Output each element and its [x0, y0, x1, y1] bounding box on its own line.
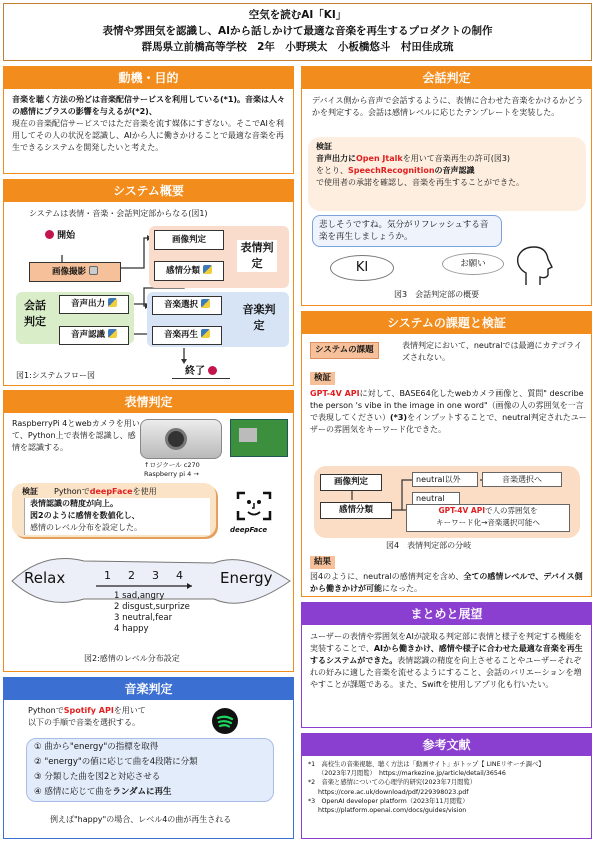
section-summary	[301, 602, 592, 728]
webcam-lens	[165, 428, 187, 450]
issues-v1b: に対して、BASE64化したwebカメラ画像と、質問" describe the person 's vibe in the image in one word"（画像の人の雰囲気を一言で表現してください）	[310, 389, 584, 422]
ref-1-url: （2023年7月閲覧） https://markezine.jp/article/detail/36546	[318, 770, 506, 778]
flow-emotion-label: 感情分類	[165, 266, 200, 276]
section-title: システム概要	[4, 180, 293, 202]
ref-2-title: *2 音楽と感情についての心理学的研究(2023年7月閲覧）	[308, 779, 477, 787]
fig4-neutral: neutral	[412, 492, 460, 506]
level-1: 1	[104, 569, 111, 582]
music-p1c: を用いて	[113, 706, 146, 715]
conversation-verify-line-2	[316, 165, 582, 177]
summary-text3: 表情認識の精度を向上させることやユーザーそれぞれの好みに適した音楽を流せるようにすること、会話のバリエーションを増やすことが課題である。また、Swiftを使用しアプリ化も行いたい。	[310, 656, 582, 689]
figure1-caption: 図1:システムフロー図	[16, 371, 95, 380]
section-conversation	[301, 66, 592, 306]
face-verify-line-4: 感情のレベル分布を設定した。	[30, 523, 142, 532]
figure2-caption: 図2:感情のレベル分布設定	[84, 654, 180, 663]
music-intro-2: 以下の手順で音楽を選択する。	[28, 718, 140, 727]
conv-group-label: 会話判定	[24, 299, 46, 328]
camera-caption-1: ↑ロジクール c270	[144, 461, 200, 469]
issues-r3: になった。	[382, 584, 422, 593]
fig4-emotion: 感情分類	[320, 502, 392, 519]
ref-2-url: https://core.ac.uk/download/pdf/229398023.pdf	[318, 788, 469, 796]
figure4-arrows	[302, 312, 593, 598]
flow-speech-out-label: 音声出力	[70, 299, 105, 309]
conversation-verify-label: 検証	[316, 142, 332, 151]
face-verify-line-3: 図2のように感情を数値化し、	[30, 511, 140, 520]
conversation-verify-line-1	[316, 153, 582, 165]
face-v1a: Pythonで	[54, 487, 90, 496]
issues-v1d: をインプットすることで、neutral判定されたユーザーの雰囲気をキーワード化できた。	[310, 413, 587, 434]
ref-1-title: *1 高校生の音楽視聴、聴く方法は「動画サイト」がトップ【 LINEリサーチ調べ】	[308, 761, 545, 768]
level-4-desc: 4 happy	[114, 624, 149, 634]
deepface-logo	[232, 489, 276, 525]
python-icon	[108, 329, 117, 338]
face-v1c: を使用	[132, 487, 157, 496]
python-icon	[201, 299, 210, 308]
section-system	[3, 179, 294, 386]
issues-v1c: (*3)	[390, 413, 408, 422]
system-intro: システムは表情・音楽・会話判定部からなる(図1)	[29, 209, 208, 218]
level-4: 4	[176, 569, 183, 582]
fig4-gpt3: キーワード化→音楽選択可能へ	[436, 518, 540, 527]
level-2: 2	[128, 569, 135, 582]
python-icon	[201, 329, 210, 338]
level-3-desc: 3 neutral,fear	[114, 613, 173, 623]
fig4-gpt-box	[406, 504, 570, 532]
raspberry-pi-chip	[239, 428, 257, 442]
figure3-caption: 図3 会話判定部の概要	[394, 290, 480, 299]
section-music	[3, 677, 294, 839]
camera-caption-2: Raspberry pi 4 →	[144, 470, 199, 478]
face-verify-line-2: 表情認識の精度が向上。	[30, 499, 118, 508]
raspberry-icon	[208, 366, 217, 375]
conv-openjtalk: Open Jtalk	[356, 154, 403, 163]
fig4-img-judge: 画像判定	[320, 474, 382, 491]
music-spotify-name: Spotify API	[63, 706, 114, 715]
fig4-music-select: 音楽選択へ	[482, 472, 562, 487]
issues-gpt4v: GPT-4V API	[310, 389, 360, 398]
music-step-2: ② "energy"の値に応じて曲を4段階に分類	[34, 757, 198, 767]
flow-capture	[29, 262, 121, 282]
music-group-label: 音楽判定	[242, 303, 276, 332]
music-step-4	[34, 785, 172, 800]
conv-speechrec: SpeechRecognition	[348, 166, 435, 175]
face-verify-line-1	[54, 486, 157, 498]
flow-img-judge-label: 画像判定	[171, 235, 206, 245]
section-title: システムの課題と検証	[302, 312, 591, 334]
flow-music-play-label: 音楽再生	[163, 330, 198, 340]
conv-v1c: を用いて音楽再生の許可(図3)	[402, 154, 511, 163]
flow-capture-label: 画像撮影	[51, 267, 86, 277]
music-intro-1	[28, 705, 146, 717]
summary-text1: ユーザーの表情や雰囲気をAIが読取る判定部に表情と様子を判定する機能を実装することで、	[310, 632, 582, 653]
reference-list	[308, 760, 590, 815]
spotify-icon	[212, 708, 238, 734]
section-issues	[301, 311, 592, 597]
python-icon	[108, 298, 117, 307]
ref-3-title: *3 OpenAI developer platform（2023年11月閲覧）	[308, 797, 469, 805]
music-p1a: Pythonで	[28, 706, 64, 715]
face-group-label: 表情判定	[237, 240, 277, 272]
music-s4b: ランダムに再生	[112, 787, 172, 797]
face-verify-label: 検証	[22, 487, 38, 496]
summary-text2: AIから働きかけ、感情や様子に合わせた最適な音楽を再生するシステムができた。	[310, 644, 583, 665]
flow-start-label: 開始	[57, 231, 76, 241]
ref-3-url: https://platform.openai.com/docs/guides/vision	[318, 807, 467, 815]
user-head-icon	[512, 245, 558, 287]
level-3: 3	[152, 569, 159, 582]
poster-authors: 群馬県立前橋高等学校 2年 小野瑛太 小板橋悠斗 村田佳成琉	[141, 41, 454, 53]
face-deepface-name: deepFace	[89, 487, 133, 496]
raspberry-icon	[45, 230, 54, 239]
section-motivation	[3, 66, 294, 174]
flow-music-play	[152, 326, 222, 345]
section-title: まとめと展望	[302, 603, 591, 625]
section-title: 表情判定	[4, 391, 293, 413]
fig4-gpt2: で人の雰囲気を	[485, 506, 538, 515]
issue-text: 表情判定において、neutralでは最適にカテゴライズされない。	[402, 341, 582, 362]
section-references	[301, 733, 592, 839]
section-title: 動機・目的	[4, 67, 293, 89]
flow-emotion	[154, 261, 224, 281]
deepface-logo-text: deepFace	[230, 526, 268, 534]
python-icon	[203, 265, 212, 274]
music-step-3: ③ 分類した曲を図2と対応させる	[34, 772, 161, 782]
flow-music-sel	[152, 296, 222, 315]
flow-speech-rec-label: 音声認識	[70, 330, 105, 340]
music-step-1: ① 曲から"energy"の指標を取得	[34, 742, 159, 752]
section-face	[3, 390, 294, 672]
music-example: 例えば"happy"の場合、レベル4の曲が再生される	[50, 815, 232, 824]
poster-header	[3, 3, 592, 61]
section-title: 参考文献	[302, 734, 591, 756]
flow-end	[172, 365, 230, 379]
raspberry-pi-photo	[230, 419, 288, 457]
issues-result-label: 結果	[310, 556, 335, 569]
user-reply-bubble: お願い	[442, 253, 504, 275]
fig4-non-neutral: neutral以外	[412, 472, 478, 487]
face-intro: RaspberryPi 4とwebカメラを用いて、Python上で表情を認識し、感情を認識する。	[12, 419, 140, 452]
section-title: 音楽判定	[4, 678, 293, 700]
section-title: 会話判定	[302, 67, 591, 89]
level-1-desc: 1 sad,angry	[114, 591, 165, 601]
conversation-intro: デバイス側から音声で会話するように、表情に合わせた音楽をかけるかどうかを判定する。会話は感情レベルに応じたテンプレートを実装した。	[312, 96, 584, 117]
flow-speech-rec	[59, 326, 129, 345]
ki-device: KI	[330, 255, 394, 281]
poster-subtitle: 表情や雰囲気を認識し、AIから話しかけて最適な音楽を再生するプロダクトの制作	[102, 25, 493, 37]
fig4-gpt1: GPT-4V API	[438, 506, 485, 515]
conversation-verify-line-3: で使用者の承諾を確認し、音楽を再生することができた。	[316, 178, 524, 187]
level-2-desc: 2 disgust,surprize	[114, 602, 190, 612]
ki-speech-bubble: 悲しそうですね。気分がリフレッシュする音楽を再生しましょうか。	[312, 215, 502, 247]
webcam-photo	[140, 419, 222, 459]
flow-music-sel-label: 音楽選択	[163, 300, 198, 310]
flow-end-label: 終了	[185, 366, 205, 377]
issue-label: システムの課題	[310, 342, 379, 359]
conv-v2a: をとり、	[316, 166, 348, 175]
motivation-text-1: 音楽を聴く方法の殆どは音楽配信サービスを利用している(*1)。音楽は人々の感情にプラスの影響を与えるが(*2)、	[12, 95, 286, 116]
issues-result-text	[310, 571, 590, 595]
poster-title: 空気を読むAI「KI」	[248, 9, 347, 21]
summary-text	[310, 631, 588, 691]
music-s4a: ④ 感情に応じて曲を	[34, 787, 113, 797]
camera-icon	[89, 266, 98, 275]
conv-v1a: 音声出力に	[316, 154, 356, 163]
flow-img-judge	[154, 230, 224, 250]
figure4-caption: 図4 表情判定部の分岐	[386, 541, 472, 550]
issues-verify-label: 検証	[310, 372, 335, 385]
motivation-text-2: 現在の音楽配信サービスではただ音楽を流す媒体にすぎない。そこでAIを利用してその人の状況を認識し、AIから人に働きかけることで最適な音楽を再生できるシステムを開発したいと考えた。	[12, 119, 284, 152]
issues-r1: 図4のように、neutralの感情判定を含め、	[310, 572, 464, 581]
issues-r2: 全ての感情レベルで、デバイス側から働きかけが可能	[310, 572, 583, 593]
flow-start	[42, 230, 75, 243]
relax-label: Relax	[24, 569, 66, 587]
energy-label: Energy	[220, 569, 273, 587]
conv-v2c: の音声認識	[434, 166, 475, 175]
flow-speech-out	[59, 295, 129, 314]
